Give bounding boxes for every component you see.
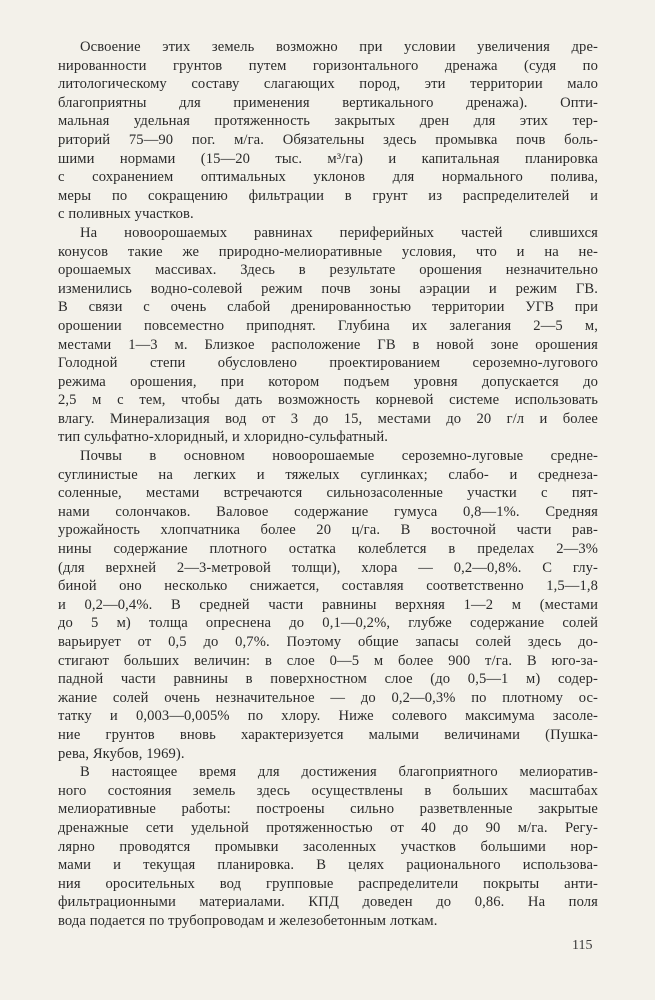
- text-line: нированности грунтов путем горизонтального дренажа (судя по: [58, 57, 598, 74]
- text-line: с сохранением оптимальных уклонов для нормального полива,: [58, 169, 598, 186]
- text-line: литологическому составу слагающих пород, эти территории мало: [58, 76, 598, 93]
- text-line: ного состояния земель здесь осуществлены в больших масштабах: [58, 782, 598, 799]
- text-line: падной части равнины в поверхностном слое (до 0,5—1 м) содер-: [58, 671, 598, 688]
- text-line: тип сульфатно-хлоридный, и хлоридно-сульфатный.: [58, 429, 388, 446]
- text-line: суглинистые на легких и тяжелых суглинках; слабо- и среднеза-: [58, 466, 598, 483]
- paragraph-3: [58, 447, 598, 763]
- text-line: ния оросительных вод групповые распределители покрыты анти-: [58, 875, 598, 892]
- text-line: вода подается по трубопроводам и железобетонным лоткам.: [58, 912, 438, 929]
- text-line: местами 1—3 м. Близкое расположение ГВ в новой зоне орошения: [58, 336, 598, 353]
- text-line: до 5 м) толща опреснена до 0,1—0,2%, глубже содержание солей: [58, 615, 598, 632]
- paragraph-1: [58, 38, 598, 224]
- text-line: орошении повсеместно приподнят. Глубина их залегания 2—5 м,: [58, 317, 598, 334]
- text-line: риторий 75—90 пог. м/га. Обязательны здесь промывка почв боль-: [58, 131, 598, 148]
- text-line: стигают больших величин: в слое 0—5 м более 900 т/га. В юго-за-: [58, 652, 598, 669]
- text-line: фильтрационными материалами. КПД доведен до 0,86. На поля: [58, 894, 598, 911]
- text-line: режима орошения, при котором подъем уровня допускается до: [58, 373, 598, 390]
- text-line: лярно проводятся промывки засоленных участков большими нор-: [58, 838, 598, 855]
- text-line: Голодной степи обусловлено проектированием сероземно-лугового: [58, 355, 598, 372]
- text-line: изменились водно-солевой режим почв зоны аэрации и режим ГВ.: [58, 280, 598, 297]
- text-line: Почвы в основном новоорошаемые сероземно-луговые средне-: [80, 448, 598, 465]
- text-line: благоприятны для применения вертикального дренажа). Опти-: [58, 94, 598, 111]
- text-line: В настоящее время для достижения благоприятного мелиоратив-: [80, 764, 598, 781]
- text-line: меры по сокращению фильтрации в грунт из распределителей и: [58, 187, 598, 204]
- text-line: мелиоративные работы: построены сильно разветвленные закрытые: [58, 801, 598, 818]
- text-line: с поливных участков.: [58, 206, 194, 223]
- text-line: шими нормами (15—20 тыс. м³/га) и капитальная планировка: [58, 150, 598, 167]
- text-line: татку и 0,003—0,005% по хлору. Ниже солевого максимума засоле-: [58, 708, 598, 725]
- text-line: биной оно несколько снижается, составляя соответственно 1,5—1,8: [58, 578, 598, 595]
- text-line: Освоение этих земель возможно при условии увеличения дре-: [80, 39, 598, 55]
- text-line: соленные, местами встречаются сильнозасоленные участки с пят-: [58, 485, 598, 502]
- text-line: мами и текущая планировка. В целях рационального использова-: [58, 857, 598, 874]
- text-line: урожайность хлопчатника более 20 ц/га. В восточной части рав-: [58, 522, 598, 539]
- text-line: конусов такие же природно-мелиоративные условия, что и на не-: [58, 243, 598, 260]
- page-number: 115: [572, 938, 593, 953]
- text-line: На новоорошаемых равнинах периферийных частей слившихся: [80, 224, 598, 241]
- text-line: влагу. Минерализация вод от 3 до 15, местами до 20 г/л и более: [58, 410, 598, 427]
- text-line: орошаемых массивах. Здесь в результате орошения незначительно: [58, 262, 598, 279]
- text-line: нами солончаков. Валовое содержание гумуса 0,8—1%. Средняя: [58, 503, 598, 520]
- text-line: жание солей очень незначительное — до 0,2—0,3% по плотному ос-: [58, 689, 598, 706]
- paragraph-2: [58, 224, 598, 447]
- text-line: В связи с очень слабой дренированностью территории УГВ при: [58, 299, 598, 316]
- text-line: рева, Якубов, 1969).: [58, 745, 185, 762]
- paragraph-4: [58, 763, 598, 930]
- text-line: 2,5 м с тем, чтобы дать возможность корневой системе использовать: [58, 392, 598, 409]
- text-line: дренажные сети удельной протяженностью от 40 до 90 м/га. Регу-: [58, 819, 598, 836]
- text-line: варьирует от 0,5 до 0,7%. Поэтому общие запасы солей здесь до-: [58, 634, 598, 650]
- text-line: ние грунтов вновь характеризуется малыми величинами (Пушка-: [58, 726, 598, 743]
- page-text-body: [58, 38, 598, 931]
- text-line: (для верхней 2—3-метровой толщи), хлора — 0,2—0,8%. С глу-: [58, 559, 598, 576]
- text-line: и 0,2—0,4%. В средней части равнины верхняя 1—2 м (местами: [58, 596, 598, 613]
- text-line: нины содержание плотного остатка колеблется в пределах 2—3%: [58, 541, 598, 558]
- text-line: мальная удельная протяженность закрытых дрен для этих тер-: [58, 113, 598, 130]
